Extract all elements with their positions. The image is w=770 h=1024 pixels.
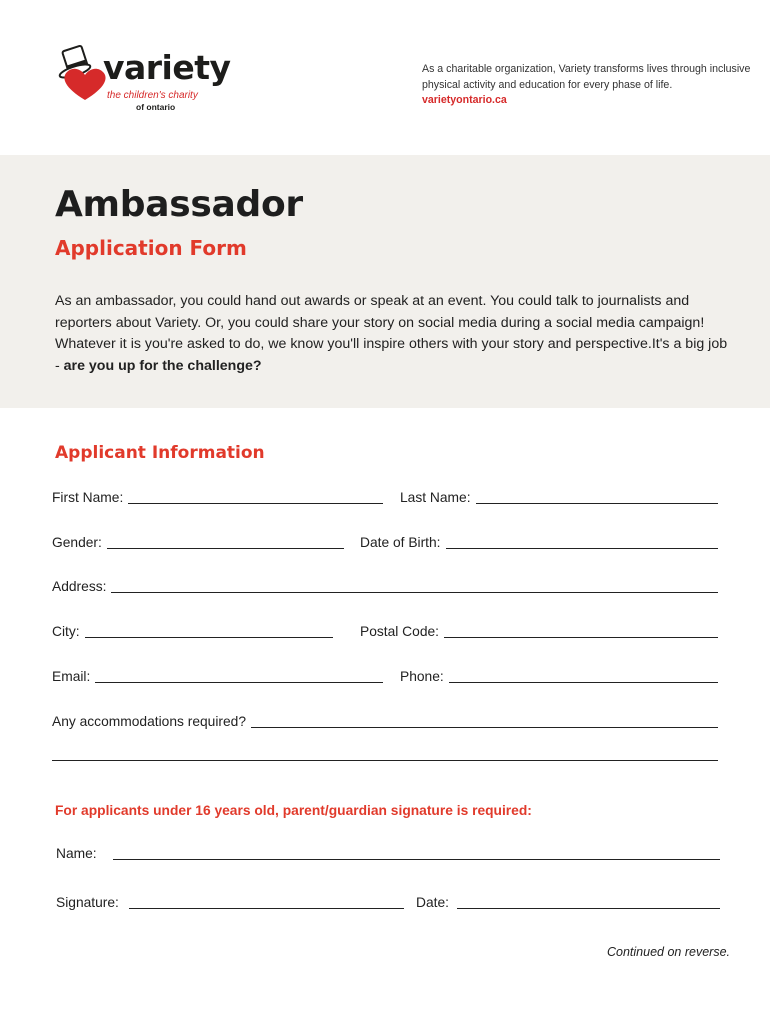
variety-logo (55, 44, 231, 116)
dob-label: Date of Birth: (360, 535, 441, 550)
continued-note: Continued on reverse. (607, 945, 730, 959)
intro-paragraph (55, 291, 735, 377)
postal-code-line[interactable] (444, 636, 718, 638)
gender-label: Gender: (52, 535, 102, 550)
signature-label: Signature: (56, 895, 119, 910)
guardian-name-field[interactable] (56, 846, 720, 862)
date-line[interactable] (457, 907, 720, 909)
gender-field[interactable] (52, 535, 344, 551)
applicant-section-title: Applicant Information (55, 443, 265, 463)
phone-label: Phone: (400, 669, 444, 684)
intro-text: As an ambassador, you could hand out awards or speak at an event. You could talk to journalists and reporters about Variety. Or, you could share your story on social media during a social media campaign! Whatever it is you're asked to do, we know you'll inspire others with your story and perspective.It's a big job - (55, 293, 728, 374)
gender-line[interactable] (107, 547, 344, 549)
first-name-line[interactable] (128, 502, 383, 504)
dob-field[interactable] (360, 535, 718, 551)
page-header (0, 0, 770, 155)
city-line[interactable] (85, 636, 333, 638)
last-name-line[interactable] (476, 502, 718, 504)
header-blurb-block (422, 62, 752, 109)
phone-line[interactable] (449, 681, 718, 683)
phone-field[interactable] (400, 669, 718, 685)
header-blurb: As a charitable organization, Variety transforms lives through inclusive physical activity and education for every phase of life. (422, 63, 751, 91)
city-field[interactable] (52, 624, 333, 640)
postal-code-field[interactable] (360, 624, 718, 640)
first-name-field[interactable] (52, 490, 383, 506)
address-field[interactable] (52, 579, 718, 595)
last-name-field[interactable] (400, 490, 718, 506)
signature-line[interactable] (129, 907, 404, 909)
address-line[interactable] (111, 591, 718, 593)
page-title: Ambassador (55, 184, 303, 225)
dob-line[interactable] (446, 547, 718, 549)
last-name-label: Last Name: (400, 490, 471, 505)
email-field[interactable] (52, 669, 383, 685)
intro-emphasis: are you up for the challenge? (63, 357, 262, 374)
email-line[interactable] (95, 681, 383, 683)
website-link[interactable]: varietyontario.ca (422, 94, 507, 106)
address-label: Address: (52, 579, 107, 594)
first-name-label: First Name: (52, 490, 124, 505)
postal-code-label: Postal Code: (360, 624, 439, 639)
accommodations-line[interactable] (251, 726, 718, 728)
guardian-name-line[interactable] (113, 858, 720, 860)
guardian-name-label: Name: (56, 846, 97, 861)
logo-tagline: the children's charity (107, 90, 198, 101)
date-field[interactable] (416, 895, 720, 911)
logo-region: of ontario (136, 102, 176, 112)
accommodations-label: Any accommodations required? (52, 714, 247, 729)
date-label: Date: (416, 895, 449, 910)
accommodations-extra-line[interactable] (52, 760, 718, 761)
signature-field[interactable] (56, 895, 404, 911)
city-label: City: (52, 624, 80, 639)
guardian-notice: For applicants under 16 years old, parent/guardian signature is required: (55, 803, 532, 818)
email-label: Email: (52, 669, 91, 684)
page-subtitle: Application Form (55, 236, 247, 260)
accommodations-field[interactable] (52, 714, 718, 730)
logo-wordmark: variety (103, 48, 231, 87)
